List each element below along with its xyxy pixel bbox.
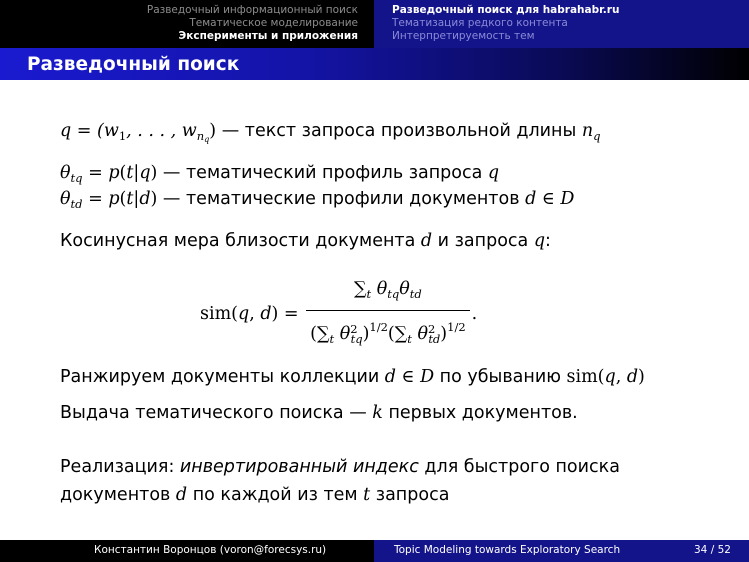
- footer-page-number: 34 / 52: [694, 544, 731, 556]
- similarity-fraction: $\frac{\sum_t \theta_{tq}\theta_{td}}{(\sum_t \theta^2_{tq})^{1/2}(\sum_t \theta^2_{td})^{1/2}}$: [306, 276, 469, 352]
- implementation-line-2: документов d по каждой из тем t запроса: [60, 485, 450, 505]
- frame-title-bar: [0, 48, 749, 80]
- cosine-text-part2: и запроса: [432, 231, 534, 251]
- output-text-part2: первых документов.: [382, 403, 578, 423]
- output-text: Выдача тематического поиска — k первых документов.: [60, 403, 578, 423]
- frame-title: Разведочный поиск: [27, 54, 240, 75]
- footer-author-section: [0, 540, 374, 562]
- inverted-index-term: инвертированный индекс: [179, 457, 419, 477]
- implementation-label: Реализация:: [60, 457, 180, 477]
- subsection-link-habrahabr[interactable]: Разведочный поиск для habrahabr.ru: [392, 4, 620, 16]
- ranking-text: Ранжируем документы коллекции d ∈ D по убыванию sim(q, d): [60, 367, 645, 387]
- query-profile-description: — тематический профиль запроса: [157, 163, 488, 183]
- implementation-suffix: для быстрого поиска: [418, 457, 620, 477]
- output-text-part1: Выдача тематического поиска —: [60, 403, 373, 423]
- document-profile-definition: $\theta_{td} = p(t|d)$ — тематические профили документов d ∈ D: [60, 189, 575, 211]
- ranking-text-part1: Ранжируем документы коллекции: [60, 367, 385, 387]
- document-profile-description: — тематические профили документов: [157, 189, 526, 209]
- implementation-line2-part2: по каждой из тем: [187, 485, 364, 505]
- query-description: — текст запроса произвольной длины: [216, 121, 582, 141]
- subsection-nav: [374, 0, 749, 48]
- footer-author: Константин Воронцов (voron@forecsys.ru): [94, 544, 327, 556]
- ranking-text-part2: по убыванию: [434, 367, 567, 387]
- header-navigation: [0, 0, 749, 48]
- section-nav: [0, 0, 374, 48]
- section-link-topic-modeling[interactable]: Тематическое моделирование: [189, 17, 358, 29]
- implementation-line-1: [60, 454, 620, 480]
- math-query-mid: , . . . , w: [126, 121, 197, 141]
- subsection-link-rare-content[interactable]: Тематизация редкого контента: [392, 17, 568, 29]
- cosine-similarity-formula: sim(q, d) = $\frac{\sum_t \theta_{tq}\theta_{td}}{(\sum_t \theta^2_{tq})^{1/2}(\sum_t \theta^2_{td})^{1/2}}$ .: [200, 276, 477, 352]
- math-query-lhs: q = (w: [60, 121, 119, 141]
- implementation-line2-part3: запроса: [370, 485, 450, 505]
- query-profile-definition: $\theta_{tq} = p(t|q)$ — тематический профиль запроса q: [60, 163, 500, 185]
- subsection-link-interpretability[interactable]: Интерпретируемость тем: [392, 30, 535, 42]
- section-link-experiments[interactable]: Эксперименты и приложения: [178, 30, 358, 42]
- footer-bar: [0, 540, 749, 562]
- footer-title-section: [374, 540, 749, 562]
- section-link-exploratory-ir[interactable]: Разведочный информационный поиск: [146, 4, 358, 16]
- footer-talk-title: Topic Modeling towards Exploratory Search: [394, 544, 621, 556]
- cosine-measure-text: Косинусная мера близости документа d и запроса q:: [60, 231, 551, 251]
- implementation-line2-part1: документов: [60, 485, 176, 505]
- query-definition: $q = (w_1$, . . . , $w_{n_q}$) — текст запроса произвольной длины $n_q$: [60, 121, 601, 144]
- cosine-text-part1: Косинусная мера близости документа: [60, 231, 421, 251]
